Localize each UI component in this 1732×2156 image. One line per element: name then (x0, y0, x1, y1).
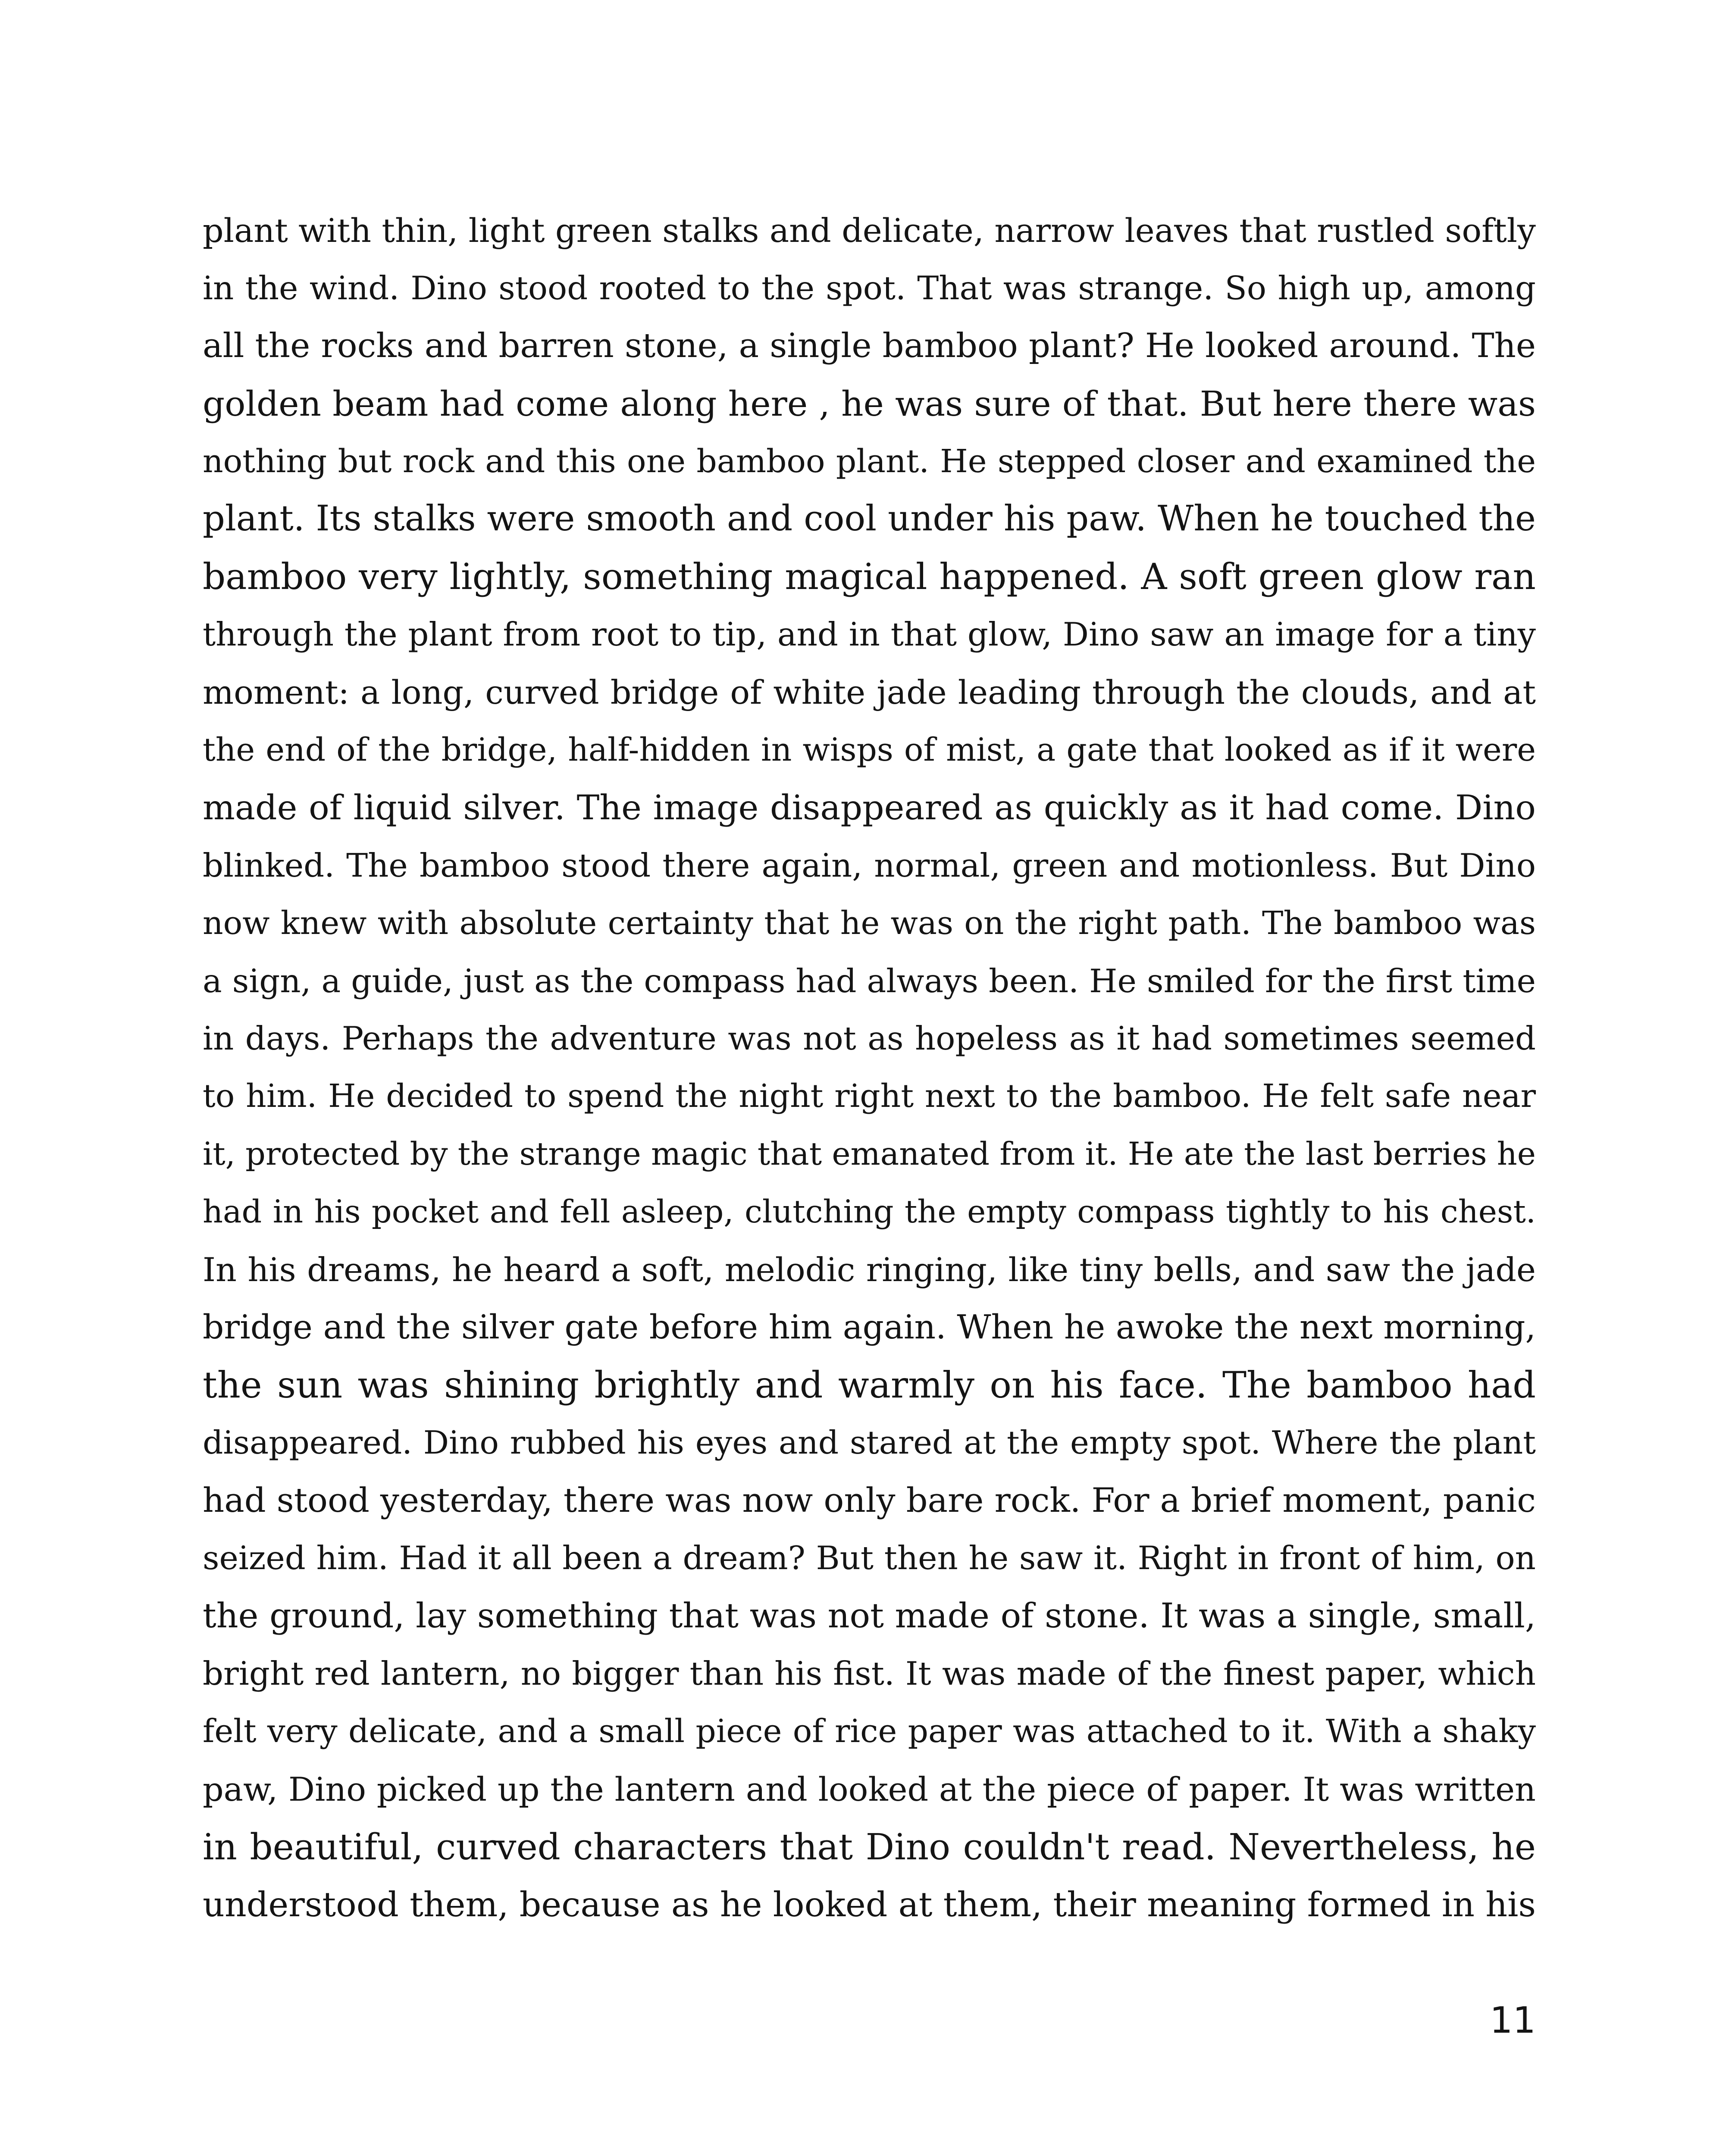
text-line: all the rocks and barren stone, a single bamboo plant? He looked around. The (203, 326, 1536, 365)
text-line: bamboo very lightly, something magical happened. A soft green glow ran (203, 556, 1536, 598)
text-line: paw, Dino picked up the lantern and looked at the piece of paper. It was written (203, 1770, 1536, 1809)
text-line: it, protected by the strange magic that emanated from it. He ate the last berries he (203, 1136, 1536, 1173)
text-line: In his dreams, he heard a soft, melodic ringing, like tiny bells, and saw the jade (203, 1250, 1536, 1289)
text-line: made of liquid silver. The image disappeared as quickly as it had come. Dino (203, 787, 1536, 827)
text-line: in days. Perhaps the adventure was not as hopeless as it had sometimes seemed (203, 1019, 1536, 1058)
text-line: through the plant from root to tip, and in that glow, Dino saw an image for a tiny (203, 615, 1536, 654)
text-line: to him. He decided to spend the night right next to the bamboo. He felt safe near (203, 1078, 1536, 1115)
text-line: moment: a long, curved bridge of white jade leading through the clouds, and at (203, 673, 1536, 712)
text-line: plant with thin, light green stalks and delicate, narrow leaves that rustled softly (203, 211, 1536, 250)
text-line: the ground, lay something that was not made of stone. It was a single, small, (203, 1596, 1536, 1636)
text-line: the sun was shining brightly and warmly on his face. The bamboo had (203, 1363, 1536, 1406)
page-number: 11 (1490, 1999, 1536, 2041)
text-line: the end of the bridge, half-hidden in wisps of mist, a gate that looked as if it were (203, 731, 1536, 769)
text-line: seized him. Had it all been a dream? But then he saw it. Right in front of him, on (203, 1539, 1536, 1577)
text-line: felt very delicate, and a small piece of rice paper was attached to it. With a shaky (203, 1713, 1536, 1750)
text-line: golden beam had come along here , he was sure of that. But here there was (203, 383, 1536, 424)
text-line: in the wind. Dino stood rooted to the spot. That was strange. So high up, among (203, 269, 1536, 307)
text-line: blinked. The bamboo stood there again, normal, green and motionless. But Dino (203, 846, 1536, 884)
text-line: a sign, a guide, just as the compass had always been. He smiled for the first time (203, 962, 1536, 1000)
text-line: nothing but rock and this one bamboo plant. He stepped closer and examined the (203, 442, 1536, 480)
text-line: disappeared. Dino rubbed his eyes and stared at the empty spot. Where the plant (203, 1424, 1536, 1461)
text-line: in beautiful, curved characters that Dino couldn't read. Nevertheless, he (203, 1826, 1536, 1868)
text-line: now knew with absolute certainty that he was on the right path. The bamboo was (203, 904, 1536, 942)
text-line: understood them, because as he looked at them, their meaning formed in his (203, 1884, 1536, 1924)
text-line: bridge and the silver gate before him again. When he awoke the next morning, (203, 1308, 1536, 1347)
text-line: plant. Its stalks were smooth and cool under his paw. When he touched the (203, 498, 1536, 539)
text-line: had stood yesterday, there was now only bare rock. For a brief moment, panic (203, 1481, 1536, 1520)
text-line: had in his pocket and fell asleep, clutching the empty compass tightly to his chest. (203, 1194, 1536, 1231)
text-line: bright red lantern, no bigger than his fist. It was made of the finest paper, which (203, 1655, 1536, 1693)
body-text (203, 202, 1536, 1934)
